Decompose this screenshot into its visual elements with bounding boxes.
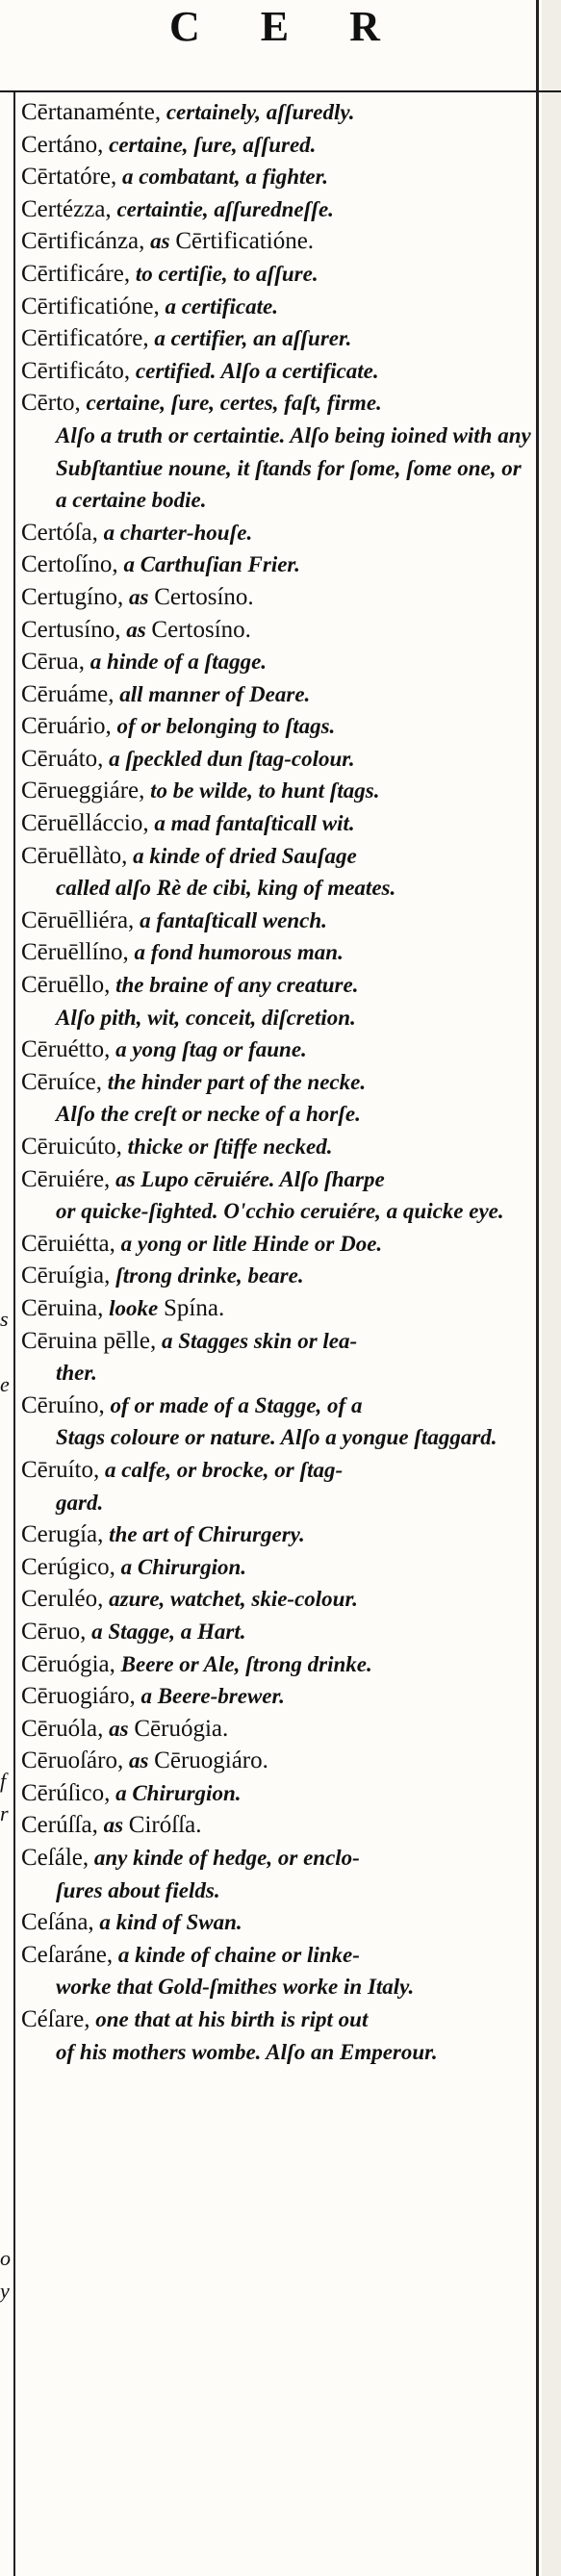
entry-headword: Cerugía, (21, 1521, 104, 1548)
entry-definition: all manner of Deare. (114, 681, 311, 706)
dictionary-entry (21, 548, 534, 581)
entry-definition: a mad fantaſticall wit. (148, 811, 355, 836)
entry-headword: Cēruíto, (21, 1456, 100, 1483)
margin-fragment: e (0, 1372, 10, 1396)
entry-headword: Cēruógia, (21, 1650, 115, 1677)
entry-headword: Cēruа, (21, 649, 85, 676)
margin-fragment: y (0, 2279, 10, 2303)
entry-continuation: ſures about fields. (56, 1877, 220, 1902)
entry-crossref: Spína. (164, 1294, 225, 1321)
entry-continuation: or quicke-ſighted. O'cchio ceruiére, a quicke eye. (56, 1199, 504, 1224)
dictionary-entry (21, 743, 534, 776)
entry-continuation: worke that Gold-ſmithes worke in Italy. (56, 1975, 415, 2000)
entry-definition: a fond humorous man. (128, 940, 344, 965)
entry-headword: Cērúſico, (21, 1779, 111, 1806)
entry-headword: Ceſána, (21, 1909, 94, 1936)
entry-definition: certainely, aſſuredly. (161, 100, 355, 124)
entry-definition: a Carthuſian Frier. (117, 552, 300, 577)
entry-definition: the braine of any creature. (110, 973, 359, 998)
dictionary-entry (21, 258, 534, 291)
dictionary-entry (21, 969, 534, 1033)
entry-definition: of or belonging to ſtags. (111, 714, 336, 739)
entry-continuation: Alſo pith, wit, conceit, diſcretion. (56, 1005, 356, 1030)
entry-headword: Cēruíce, (21, 1068, 102, 1095)
entry-definition: looke (103, 1295, 164, 1320)
entry-definition: a kinde of chaine or linke- (113, 1942, 360, 1967)
entry-definition: a calfe, or brocke, or ſtag- (99, 1457, 344, 1482)
dictionary-entry (21, 614, 534, 647)
entry-definition: any kinde of hedge, or enclo- (89, 1846, 360, 1871)
dictionary-entry (21, 1518, 534, 1551)
dictionary-entry (21, 1745, 534, 1777)
dictionary-entry (21, 1713, 534, 1746)
dictionary-entry (21, 1228, 534, 1261)
page-header (0, 0, 561, 79)
column-rule-right (536, 0, 539, 2576)
dictionary-entry (21, 1390, 534, 1454)
dictionary-entry (21, 1842, 534, 1906)
dictionary-entry (21, 1033, 534, 1066)
entry-headword: Cērtanaménte, (21, 99, 162, 125)
entry-definition: as (123, 1748, 155, 1773)
dictionary-entry (21, 905, 534, 937)
entry-continuation: gard. (56, 1490, 104, 1515)
dictionary-entry (21, 322, 534, 355)
entry-headword: Ceruléo, (21, 1586, 104, 1613)
entry-definition: a kind of Swan. (93, 1910, 242, 1935)
dictionary-entry (21, 581, 534, 614)
dictionary-entry (21, 1777, 534, 1810)
entry-headword: Cērueggiáre, (21, 778, 145, 804)
entry-headword: Cēruina pēlle, (21, 1327, 157, 1354)
dictionary-entry (21, 387, 534, 516)
entry-headword: Cērtificatióne, (21, 293, 160, 319)
entry-definition: one that at his birth is ript out (89, 2007, 369, 2032)
entry-definition: a hinde of a ſtagge. (84, 650, 268, 675)
entry-crossref: Ciróſſa. (128, 1812, 202, 1839)
entry-definition: to certiſie, to aſſure. (130, 261, 319, 286)
entry-headword: Cērtificatóre, (21, 325, 149, 352)
margin-fragments (0, 0, 13, 2576)
entry-definition: of or made of a Stagge, of a (104, 1392, 363, 1417)
dictionary-entry (21, 225, 534, 258)
dictionary-entry (21, 1066, 534, 1131)
entry-definition: Beere or Ale, ſtrong drinke. (115, 1651, 372, 1676)
dictionary-entry (21, 678, 534, 711)
entry-headword: Ceſaráne, (21, 1941, 114, 1968)
entry-headword: Certugíno, (21, 583, 124, 610)
entry-headword: Cēruíno, (21, 1391, 105, 1418)
dictionary-entry (21, 161, 534, 193)
dictionary-entry (21, 129, 534, 162)
entry-crossref: Cēruógia. (134, 1715, 229, 1742)
entry-headword: Cēruēllíno, (21, 939, 129, 966)
entry-definition: thicke or ſtiffe necked. (121, 1135, 333, 1159)
entry-headword: Certoſíno, (21, 551, 118, 578)
dictionary-entry (21, 2003, 534, 2068)
entry-headword: Certézza, (21, 195, 112, 222)
page-edge (542, 0, 561, 2576)
entry-definition: a kinde of dried Sauſage (127, 843, 357, 868)
entry-headword: Cēruogiáro, (21, 1683, 136, 1710)
entry-headword: Cēruina, (21, 1294, 104, 1321)
entry-headword: Cēruēllo, (21, 972, 111, 999)
dictionary-entry (21, 1260, 534, 1292)
entry-definition: as (120, 617, 152, 642)
entry-headword: Cēruétto, (21, 1036, 111, 1063)
entry-headword: Cerúſſa, (21, 1812, 98, 1839)
entry-definition: a fantaſticall wench. (134, 907, 327, 932)
dictionary-entry (21, 1680, 534, 1713)
entry-definition: certaine, ſure, certes, faſt, firme. (80, 391, 382, 416)
dictionary-entry (21, 355, 534, 388)
entry-definition: a charter-houſe. (97, 520, 253, 545)
entry-definition: a Stagges skin or lea- (156, 1328, 358, 1353)
entry-definition: certaintie, aſſuredneſſe. (111, 196, 334, 221)
entry-definition: as (123, 584, 155, 609)
entry-crossref: Cēruogiáro. (154, 1747, 268, 1774)
entry-crossref: Certosíno. (151, 616, 251, 643)
margin-fragment: o (0, 2246, 11, 2270)
running-head: C E R (169, 3, 405, 50)
dictionary-entry (21, 936, 534, 969)
entry-definition: to be wilde, to hunt ſtags. (144, 778, 380, 803)
entry-continuation: Stags coloure or nature. Alſo a yongue ſtaggard. (56, 1425, 497, 1450)
entry-headword: Cēruēlliéra, (21, 906, 135, 933)
entry-headword: Cēruiétta, (21, 1230, 115, 1257)
dictionary-entry (21, 291, 534, 323)
dictionary-entry (21, 96, 534, 129)
column-rule-left (13, 92, 15, 2576)
entry-headword: Cērtificánza, (21, 228, 145, 255)
margin-fragment: r (0, 1801, 9, 1825)
entry-definition: a Chirurgion. (115, 1554, 247, 1579)
dictionary-entry (21, 1163, 534, 1228)
dictionary-entry (21, 710, 534, 743)
entry-definition: a certifier, an aſſurer. (148, 326, 352, 351)
entry-headword: Cēruiére, (21, 1165, 111, 1192)
entry-continuation: Alſo the creſt or necke of a horſe. (56, 1102, 361, 1127)
entry-definition: a Chirurgion. (110, 1780, 242, 1805)
entry-definition: the hinder part of the necke. (101, 1069, 367, 1094)
dictionary-entry (21, 1583, 534, 1616)
entry-continuation: Alſo a truth or certaintie. Alſo being ioined with any Subſtantiue noune, it ſtands for ſome, ſome one, or a certaine bodie. (56, 422, 531, 513)
entry-headword: Certusíno, (21, 616, 121, 643)
entry-continuation: called alſo Rè de cibi, king of meates. (56, 876, 396, 901)
entry-headword: Cēruáme, (21, 680, 115, 707)
entry-definition: a yong ſtag or faune. (110, 1037, 307, 1062)
dictionary-entry (21, 775, 534, 807)
entry-headword: Certóſa, (21, 519, 98, 546)
entry-headword: Cēruáto, (21, 745, 104, 772)
dictionary-entries (21, 96, 534, 2068)
entry-definition: as (144, 229, 176, 254)
entry-headword: Cēruēllàto, (21, 842, 128, 869)
entry-headword: Cēruoſáro, (21, 1747, 124, 1774)
entry-definition: a combatant, a fighter. (116, 165, 329, 190)
entry-headword: Cērto, (21, 390, 81, 417)
dictionary-entry (21, 193, 534, 226)
dictionary-entry (21, 1292, 534, 1325)
dictionary-entry (21, 1131, 534, 1163)
entry-definition: as Lupo cēruiére. Alſo ſharpe (110, 1166, 385, 1191)
entry-definition: a yong or litle Hinde or Doe. (115, 1231, 383, 1256)
margin-fragment: f (0, 1769, 7, 1793)
entry-headword: Cēruicúto, (21, 1134, 122, 1160)
dictionary-entry (21, 1551, 534, 1584)
entry-headword: Cēruo, (21, 1618, 87, 1645)
entry-definition: certified. Alſo a certificate. (130, 358, 379, 383)
entry-definition: a certificate. (159, 293, 278, 319)
entry-crossref: Cērtificatióne. (175, 228, 315, 255)
entry-definition: the art of Chirurgery. (103, 1522, 305, 1547)
entry-headword: Céſare, (21, 2006, 90, 2033)
dictionary-entry (21, 1939, 534, 2003)
entry-headword: Cērtatóre, (21, 164, 117, 191)
entry-headword: Cēruígia, (21, 1262, 111, 1289)
margin-fragment: s (0, 1307, 9, 1331)
entry-definition: as (103, 1716, 135, 1741)
entry-headword: Ceſále, (21, 1845, 89, 1872)
dictionary-entry (21, 807, 534, 840)
entry-headword: Certáno, (21, 131, 104, 158)
entry-headword: Cērtificáto, (21, 357, 131, 384)
entry-continuation: ther. (56, 1361, 97, 1386)
dictionary-entry (21, 1809, 534, 1842)
dictionary-entry (21, 1648, 534, 1681)
dictionary-entry (21, 1325, 534, 1390)
entry-continuation: of his mothers wombe. Alſo an Emperour. (56, 2039, 438, 2064)
dictionary-entry (21, 517, 534, 549)
entry-definition: a Beere-brewer. (135, 1684, 285, 1709)
dictionary-entry (21, 840, 534, 905)
dictionary-entry (21, 646, 534, 678)
header-rule (0, 90, 561, 92)
dictionary-entry (21, 1454, 534, 1518)
entry-headword: Cēruēllácciо, (21, 810, 149, 837)
entry-headword: Cēruário, (21, 713, 112, 740)
entry-headword: Cerúgico, (21, 1553, 115, 1580)
entry-definition: a ſpeckled dun ſtag-colour. (103, 746, 355, 771)
entry-definition: as (97, 1813, 129, 1838)
entry-definition: certaine, ſure, aſſured. (103, 132, 317, 157)
dictionary-entry (21, 1906, 534, 1939)
entry-crossref: Certosíno. (154, 583, 254, 610)
entry-definition: azure, watchet, skie-colour. (103, 1587, 358, 1612)
entry-definition: ſtrong drinke, beare. (110, 1263, 304, 1288)
dictionary-entry (21, 1616, 534, 1648)
entry-definition: a Stagge, a Hart. (86, 1619, 246, 1644)
entry-headword: Cēruóla, (21, 1715, 104, 1742)
entry-headword: Cērtificáre, (21, 260, 131, 287)
